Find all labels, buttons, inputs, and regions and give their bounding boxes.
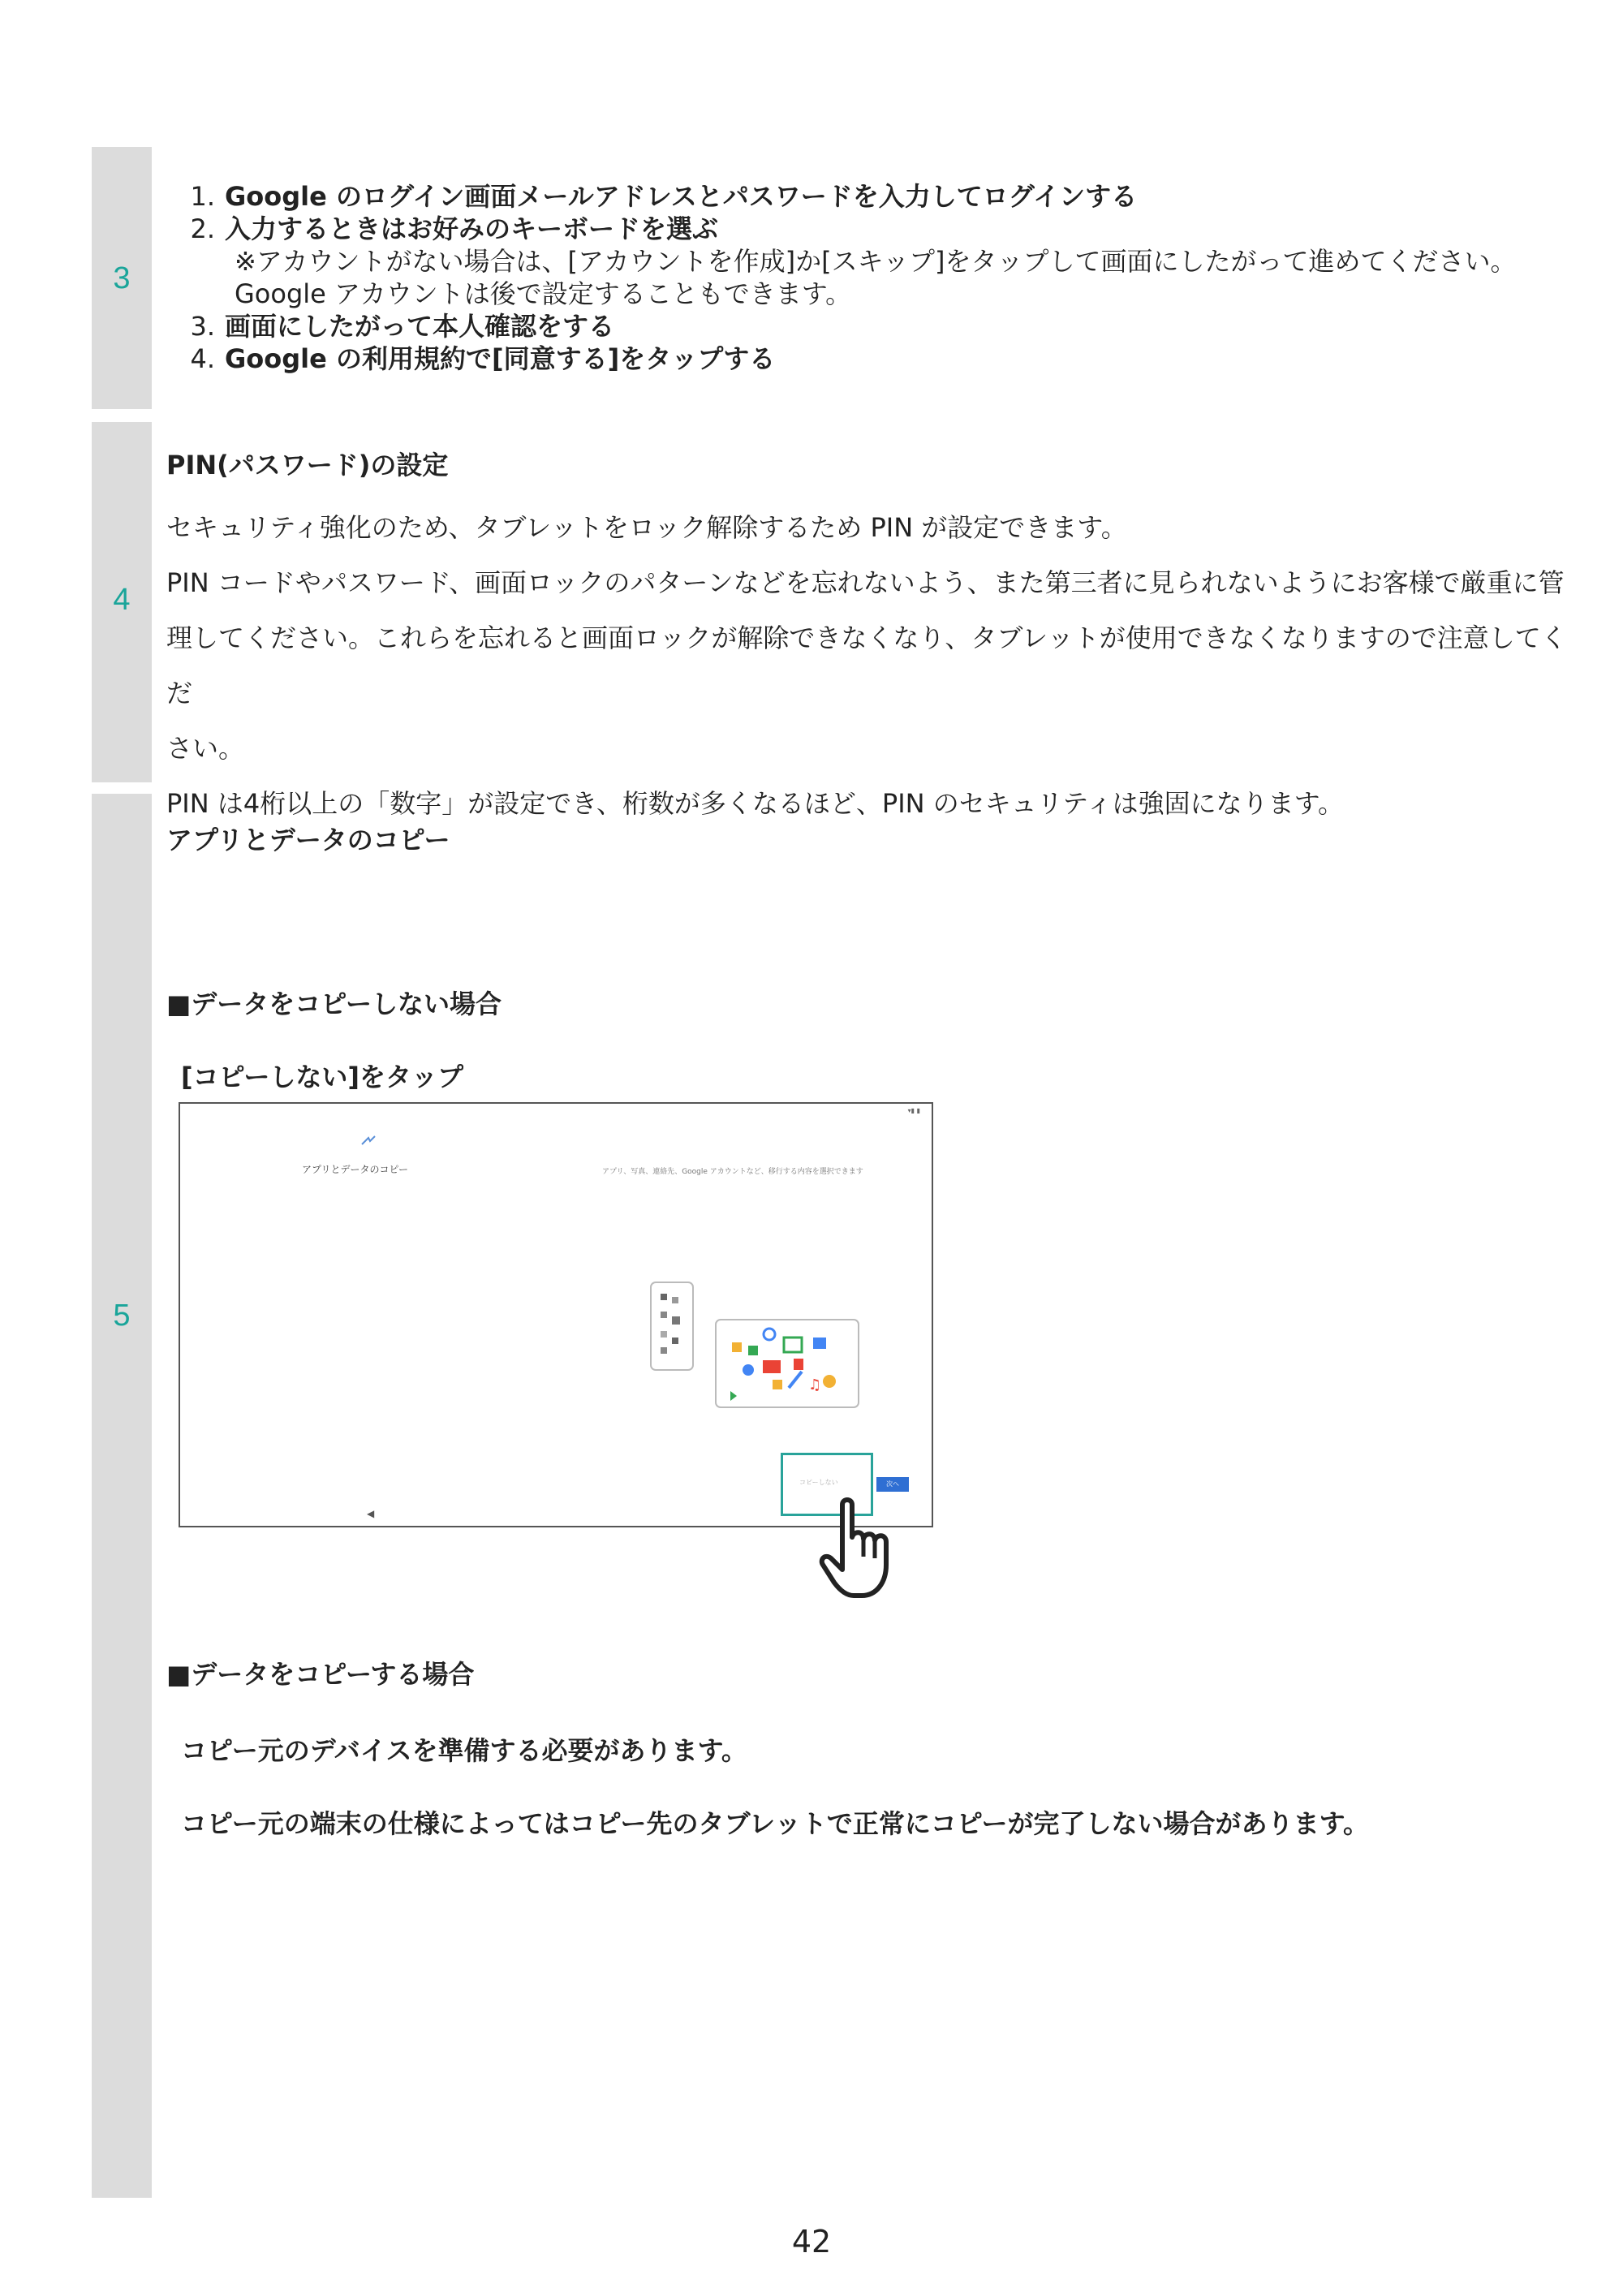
paragraph: セキュリティ強化のため、タブレットをロック解除するため PIN が設定できます。 — [166, 512, 1127, 543]
copy-icon — [360, 1135, 377, 1148]
list-item: 1. Google のログイン画面メールアドレスとパスワードを入力してログインする — [190, 181, 1138, 212]
step-5-number: 5 — [113, 1299, 131, 1333]
page-number: 42 — [791, 2224, 832, 2259]
step-3-content — [166, 180, 1591, 375]
next-button[interactable]: 次へ — [876, 1477, 909, 1492]
step-5-content — [166, 820, 1591, 1094]
instruction: [コピーしない]をタップ — [181, 1062, 463, 1092]
paragraph: コピー元の端末の仕様によってはコピー先のタブレットで正常にコピーが完了しない場合があります。 — [181, 1808, 1370, 1839]
status-icons: ▾▮ ▮ — [907, 1107, 920, 1114]
sub-heading: ■データをコピーしない場合 — [166, 989, 502, 1019]
note-text: Google アカウントは後で設定することもできます。 — [235, 278, 852, 309]
copy-case-content — [166, 1654, 1591, 1841]
tablet-screenshot — [179, 1102, 933, 1527]
list-item: 4. Google の利用規約で[同意する]をタップする — [190, 343, 776, 374]
step-4-content — [166, 445, 1591, 831]
note-text: ※アカウントがない場合は、[アカウントを作成]か[スキップ]をタップして画面にしたがって進めてください。 — [235, 246, 1517, 277]
step-3-number: 3 — [113, 261, 131, 295]
list-item: 2. 入力するときはお好みのキーボードを選ぶ — [190, 213, 719, 244]
skip-copy-button[interactable]: コピーしない — [781, 1453, 873, 1516]
screen-title: アプリとデータのコピー — [302, 1164, 409, 1175]
paragraph: 理してください。これらを忘れると画面ロックが解除できなくなり、タブレットが使用できなくなりますので注意してくだ — [166, 622, 1567, 709]
pointing-hand-icon — [818, 1495, 907, 1600]
paragraph: さい。 — [166, 733, 245, 764]
list-item: 3. 画面にしたがって本人確認をする — [190, 311, 615, 342]
sub-heading: ■データをコピーする場合 — [166, 1659, 475, 1690]
paragraph: コピー元のデバイスを準備する必要があります。 — [181, 1735, 747, 1766]
step-5-gutter — [92, 794, 152, 2198]
paragraph: PIN は4桁以上の「数字」が設定でき、桁数が多くなるほど、PIN のセキュリティは強固になります。 — [166, 788, 1345, 819]
back-icon[interactable]: ◀ — [367, 1508, 375, 1519]
step-4-number: 4 — [113, 583, 131, 617]
svg-text:♫: ♫ — [808, 1376, 822, 1394]
paragraph: PIN コードやパスワード、画面ロックのパターンなどを忘れないよう、また第三者に見られないようにお客様で厳重に管 — [166, 567, 1565, 598]
data-transfer-illustration — [643, 1274, 870, 1437]
screen-description: アプリ、写真、連絡先、Google アカウントなど、移行する内容を選択できます — [602, 1168, 863, 1176]
section-title: アプリとデータのコピー — [166, 825, 450, 855]
section-title: PIN(パスワード)の設定 — [166, 450, 449, 480]
